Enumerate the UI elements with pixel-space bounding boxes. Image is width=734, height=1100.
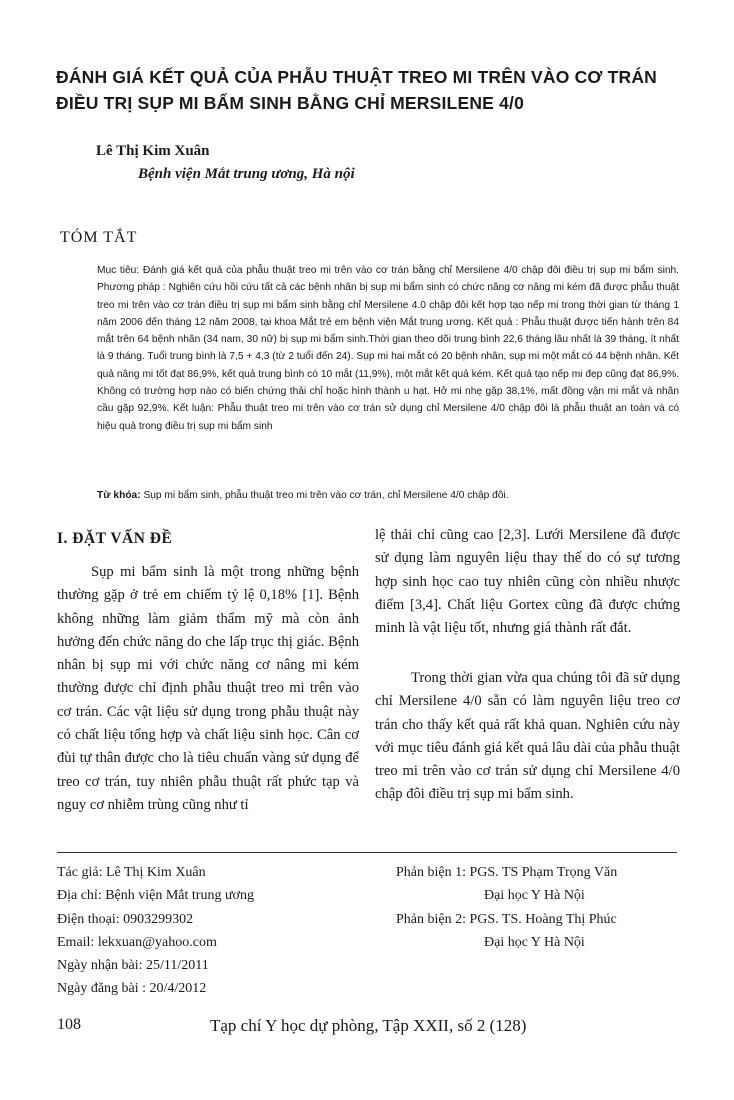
keywords-label: Từ khóa: xyxy=(97,490,141,501)
author-name: Lê Thị Kim Xuân xyxy=(96,143,210,159)
body-right-paragraph-1: lệ thải chỉ cũng cao [2,3]. Lưới Mersilene đã được sử dụng làm nguyên liệu thay thế do có sự tương hợp sinh học cao tuy nhiên cũng còn nhiều nhược điểm [3,4]. Chất liệu Gortex cũng đã được chứng minh là vật liệu tốt, nhưng giá thành rất đắt. xyxy=(375,527,680,637)
reviewer-1-affiliation: Đại học Y Hà Nội xyxy=(484,888,585,904)
keywords-text: Sụp mi bẩm sinh, phẫu thuật treo mi trên vào cơ trán, chỉ Mersilene 4/0 chập đôi. xyxy=(140,490,509,501)
article-title xyxy=(56,64,706,116)
reviewer-info xyxy=(396,861,617,954)
section-heading: I. ĐẶT VẤN ĐỀ xyxy=(57,530,173,547)
abstract-heading: TÓM TẮT xyxy=(60,229,138,246)
journal-footer: Tạp chí Y học dự phòng, Tập XXII, số 2 (128) xyxy=(210,1016,527,1035)
title-line-1: ĐÁNH GIÁ KẾT QUẢ CỦA PHẪU THUẬT TREO MI TRÊN VÀO CƠ TRÁN xyxy=(56,67,658,87)
info-address: Địa chỉ: Bệnh viện Mắt trung ương xyxy=(57,888,254,904)
page-number: 108 xyxy=(57,1016,81,1033)
author-info xyxy=(57,861,254,1001)
reviewer-1: Phản biện 1: PGS. TS Phạm Trọng Văn xyxy=(396,865,618,880)
footnote-divider xyxy=(57,852,677,853)
info-author: Tác giả: Lê Thị Kim Xuân xyxy=(57,865,206,880)
abstract-text: Mục tiêu: Đánh giá kết quả của phẫu thuật treo mi trên vào cơ trán bằng chỉ Mersilene 4/0 chập đôi điều trị sụp mi bẩm sinh. Phương pháp : Nghiên cứu hồi cứu tất cả các bệnh nhân bị sụp mi bẩm sinh có chức năng cơ nâng mi kém đã được phẫu thuật treo mi trên vào cơ trán điều trị sụp mi bẩm sinh bằng chỉ Mersilene 4.0 chập đôi kết hợp tạo nếp mi trong thời gian từ tháng 1 năm 2006 đến tháng 12 năm 2008, tại khoa Mắt trẻ em bệnh viện Mắt trung ương. Kết quả : Phẫu thuật được tiến hành trên 84 mắt trên 64 bệnh nhân (34 nam, 30 nữ) bị sụp mi bẩm sinh.Thời gian theo dõi trung bình 22,6 tháng lâu nhất là 39 tháng, ít nhất là 9 tháng. Tuổi trung bình là 7,5 + 4,3 (từ 2 tuổi đến 24). Sụp mi hai mắt có 20 bệnh nhân, sụp mi một mắt có 44 bệnh nhân. Kết quả nâng mi tốt đạt 86,9%, kết quả trung bình có 10 mắt (11,9%), một mắt kết quả kém. Kết quả tạo nếp mi đẹp cũng đạt 86,9%. Không có trường hợp nào có biến chứng thải chỉ hoặc hình thành u hạt. Hở mi nhẹ gặp 38,1%, mất đồng vận mi mắt và nhãn cầu gặp 92,9%. Kết luận: Phẫu thuật treo mi trên vào cơ trán sử dụng chỉ Mersilene 4/0 chập đôi là phẫu thuật an toàn và có hiệu quả trong điều trị sụp mi bẩm sinh xyxy=(97,265,679,432)
body-right-paragraph-2: Trong thời gian vừa qua chúng tôi đã sử dụng chỉ Mersilene 4/0 sẵn có làm nguyên liệu treo cơ trán cho thấy kết quả rất khả quan. Nghiên cứu này với mục tiêu đánh giá kết quả lâu dài của phẫu thuật treo mi trên vào cơ trán sử dụng chỉ Mersilene 4/0 chập đôi điều trị sụp mi bẩm sinh. xyxy=(375,670,680,803)
info-email: Email: lekxuan@yahoo.com xyxy=(57,934,217,950)
body-left-column: Sụp mi bẩm sinh là một trong những bệnh thường gặp ở trẻ em chiếm tỷ lệ 0,18% [1]. Bệnh không những làm giảm thẩm mỹ mà còn ảnh hưởng đến chức năng do che lấp trục thị giác. Bệnh nhân bị sụp mi với chức năng cơ nâng mi kém thường được chỉ định phẫu thuật treo mi trên vào cơ trán. Các vật liệu sử dụng trong phẫu thuật này có chất liệu tổng hợp và chất liệu sinh học. Cân cơ đùi tự thân được cho là tiêu chuẩn vàng sử dụng để treo cơ trán, tuy nhiên phẫu thuật rất phức tạp và nguy cơ nhiễm trùng cũng như tỉ xyxy=(57,564,359,813)
keywords xyxy=(97,488,697,504)
reviewer-2: Phản biện 2: PGS. TS. Hoàng Thị Phúc xyxy=(396,911,617,927)
author-affiliation: Bệnh viện Mắt trung ương, Hà nội xyxy=(138,166,355,182)
reviewer-2-affiliation: Đại học Y Hà Nội xyxy=(484,934,585,950)
title-line-2: ĐIỀU TRỊ SỤP MI BẨM SINH BẰNG CHỈ MERSILENE 4/0 xyxy=(56,93,525,113)
info-published-date: Ngày đăng bài : 20/4/2012 xyxy=(57,981,207,997)
info-phone: Điện thoại: 0903299302 xyxy=(57,911,194,927)
info-received-date: Ngày nhận bài: 25/11/2011 xyxy=(57,958,209,974)
